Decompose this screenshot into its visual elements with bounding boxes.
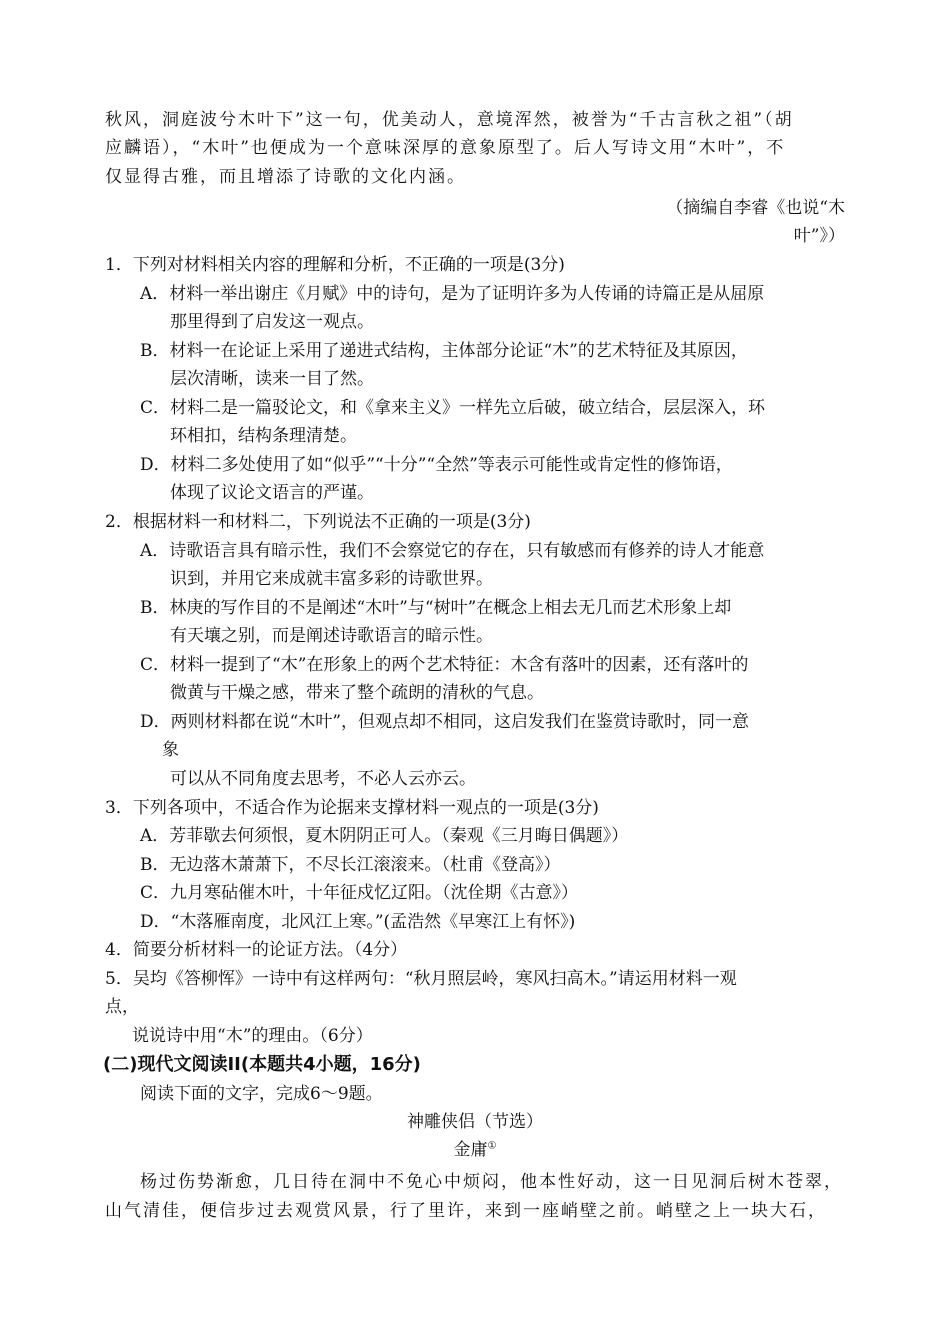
story-author bbox=[0, 1138, 950, 1162]
source-citation-line-1: （摘编自李睿《也说“木 bbox=[666, 198, 845, 218]
question-1-option-c-cont: 环相扣，结构条理清楚。 bbox=[170, 426, 357, 446]
question-2-option-a-cont: 识到，并用它来成就丰富多彩的诗歌世界。 bbox=[170, 569, 493, 589]
question-5-line-2: 点， bbox=[105, 997, 139, 1017]
question-1-option-a: A．材料一举出谢庄《月赋》中的诗句，是为了证明许多为人传诵的诗篇正是从屈原 bbox=[140, 284, 765, 304]
question-2-option-d-cont: 象 bbox=[162, 740, 179, 760]
reading-instruction: 阅读下面的文字，完成6～9题。 bbox=[140, 1084, 383, 1104]
question-2-option-d: D．两则材料都在说“木叶”，但观点却不相同，这启发我们在鉴赏诗歌时，同一意 bbox=[140, 712, 750, 732]
question-2-option-d-cont-2: 可以从不同角度去思考，不必人云亦云。 bbox=[170, 769, 476, 789]
story-title: 神雕侠侣（节选） bbox=[407, 1112, 543, 1132]
question-2-option-c-cont: 微黄与干燥之感，带来了整个疏朗的清秋的气息。 bbox=[170, 683, 544, 703]
question-2-option-c: C．材料一提到了“木”在形象上的两个艺术特征：木含有落叶的因素，还有落叶的 bbox=[140, 655, 749, 675]
question-2-option-b-cont: 有天壤之别，而是阐述诗歌语言的暗示性。 bbox=[170, 626, 493, 646]
question-3-option-b: B．无边落木萧萧下，不尽长江滚滚来。（杜甫《登高》） bbox=[140, 855, 561, 875]
question-1-option-d-cont: 体现了议论文语言的严谨。 bbox=[170, 483, 374, 503]
question-3-option-c: C．九月寒砧催木叶，十年征戍忆辽阳。（沈佺期《古意》） bbox=[140, 883, 579, 903]
story-line-1: 杨过伤势渐愈，几日待在洞中不免心中烦闷，他本性好动，这一日见洞后树木苍翠， bbox=[140, 1172, 843, 1192]
story-line-2: 山气清佳，便信步过去观赏风景，行了里许，来到一座峭壁之前。峭壁之上一块大石， bbox=[105, 1201, 827, 1221]
intro-line-1: 秋风，洞庭波兮木叶下”这一句，优美动人，意境浑然，被誉为“千古言秋之祖”（胡 bbox=[105, 110, 794, 130]
footnote-marker: ① bbox=[487, 1140, 497, 1152]
question-3-option-a: A．芳菲歇去何须恨，夏木阴阴正可人。（秦观《三月晦日偶题》） bbox=[140, 826, 629, 846]
question-1-stem: 1．下列对材料相关内容的理解和分析，不正确的一项是(3分) bbox=[105, 255, 565, 275]
question-4: 4．简要分析材料一的论证方法。（4分） bbox=[105, 940, 408, 960]
question-3-stem: 3．下列各项中，不适合作为论据来支撑材料一观点的一项是(3分) bbox=[105, 798, 599, 818]
intro-line-3: 仅显得古雅，而且增添了诗歌的文化内涵。 bbox=[105, 167, 466, 187]
question-1-option-b: B．材料一在论证上采用了递进式结构，主体部分论证“木”的艺术特征及其原因， bbox=[140, 341, 748, 361]
author-name: 金庸 bbox=[453, 1140, 488, 1160]
question-1-option-b-cont: 层次清晰，读来一目了然。 bbox=[170, 369, 374, 389]
source-citation-line-2: 叶”》） bbox=[793, 226, 845, 246]
intro-line-2: 应麟语），“木叶”也便成为一个意味深厚的意象原型了。后人写诗文用“木叶”，不 bbox=[105, 138, 786, 158]
question-5-line-1: 5．吴均《答柳恽》一诗中有这样两句：“秋月照层岭，寒风扫高木。”请运用材料一观 bbox=[105, 969, 737, 989]
question-2-option-b: B．林庚的写作目的不是阐述“木叶”与“树叶”在概念上相去无几而艺术形象上却 bbox=[140, 598, 732, 618]
question-1-option-d: D．材料二多处使用了如“似乎”“十分”“全然”等表示可能性或肯定性的修饰语， bbox=[140, 455, 733, 475]
question-2-option-a: A．诗歌语言具有暗示性，我们不会察觉它的存在，只有敏感而有修养的诗人才能意 bbox=[140, 541, 765, 561]
question-5-line-3: 说说诗中用“木”的理由。（6分） bbox=[132, 1026, 373, 1046]
question-1-option-a-cont: 那里得到了启发这一观点。 bbox=[170, 312, 374, 332]
question-3-option-d: D．“木落雁南度，北风江上寒。”(孟浩然《早寒江上有怀》) bbox=[140, 912, 576, 932]
question-2-stem: 2．根据材料一和材料二，下列说法不正确的一项是(3分) bbox=[105, 512, 531, 532]
section-heading: (二)现代文阅读II(本题共4小题，16分) bbox=[103, 1054, 421, 1075]
question-1-option-c: C．材料二是一篇驳论文，和《拿来主义》一样先立后破，破立结合，层层深入，环 bbox=[140, 398, 766, 418]
